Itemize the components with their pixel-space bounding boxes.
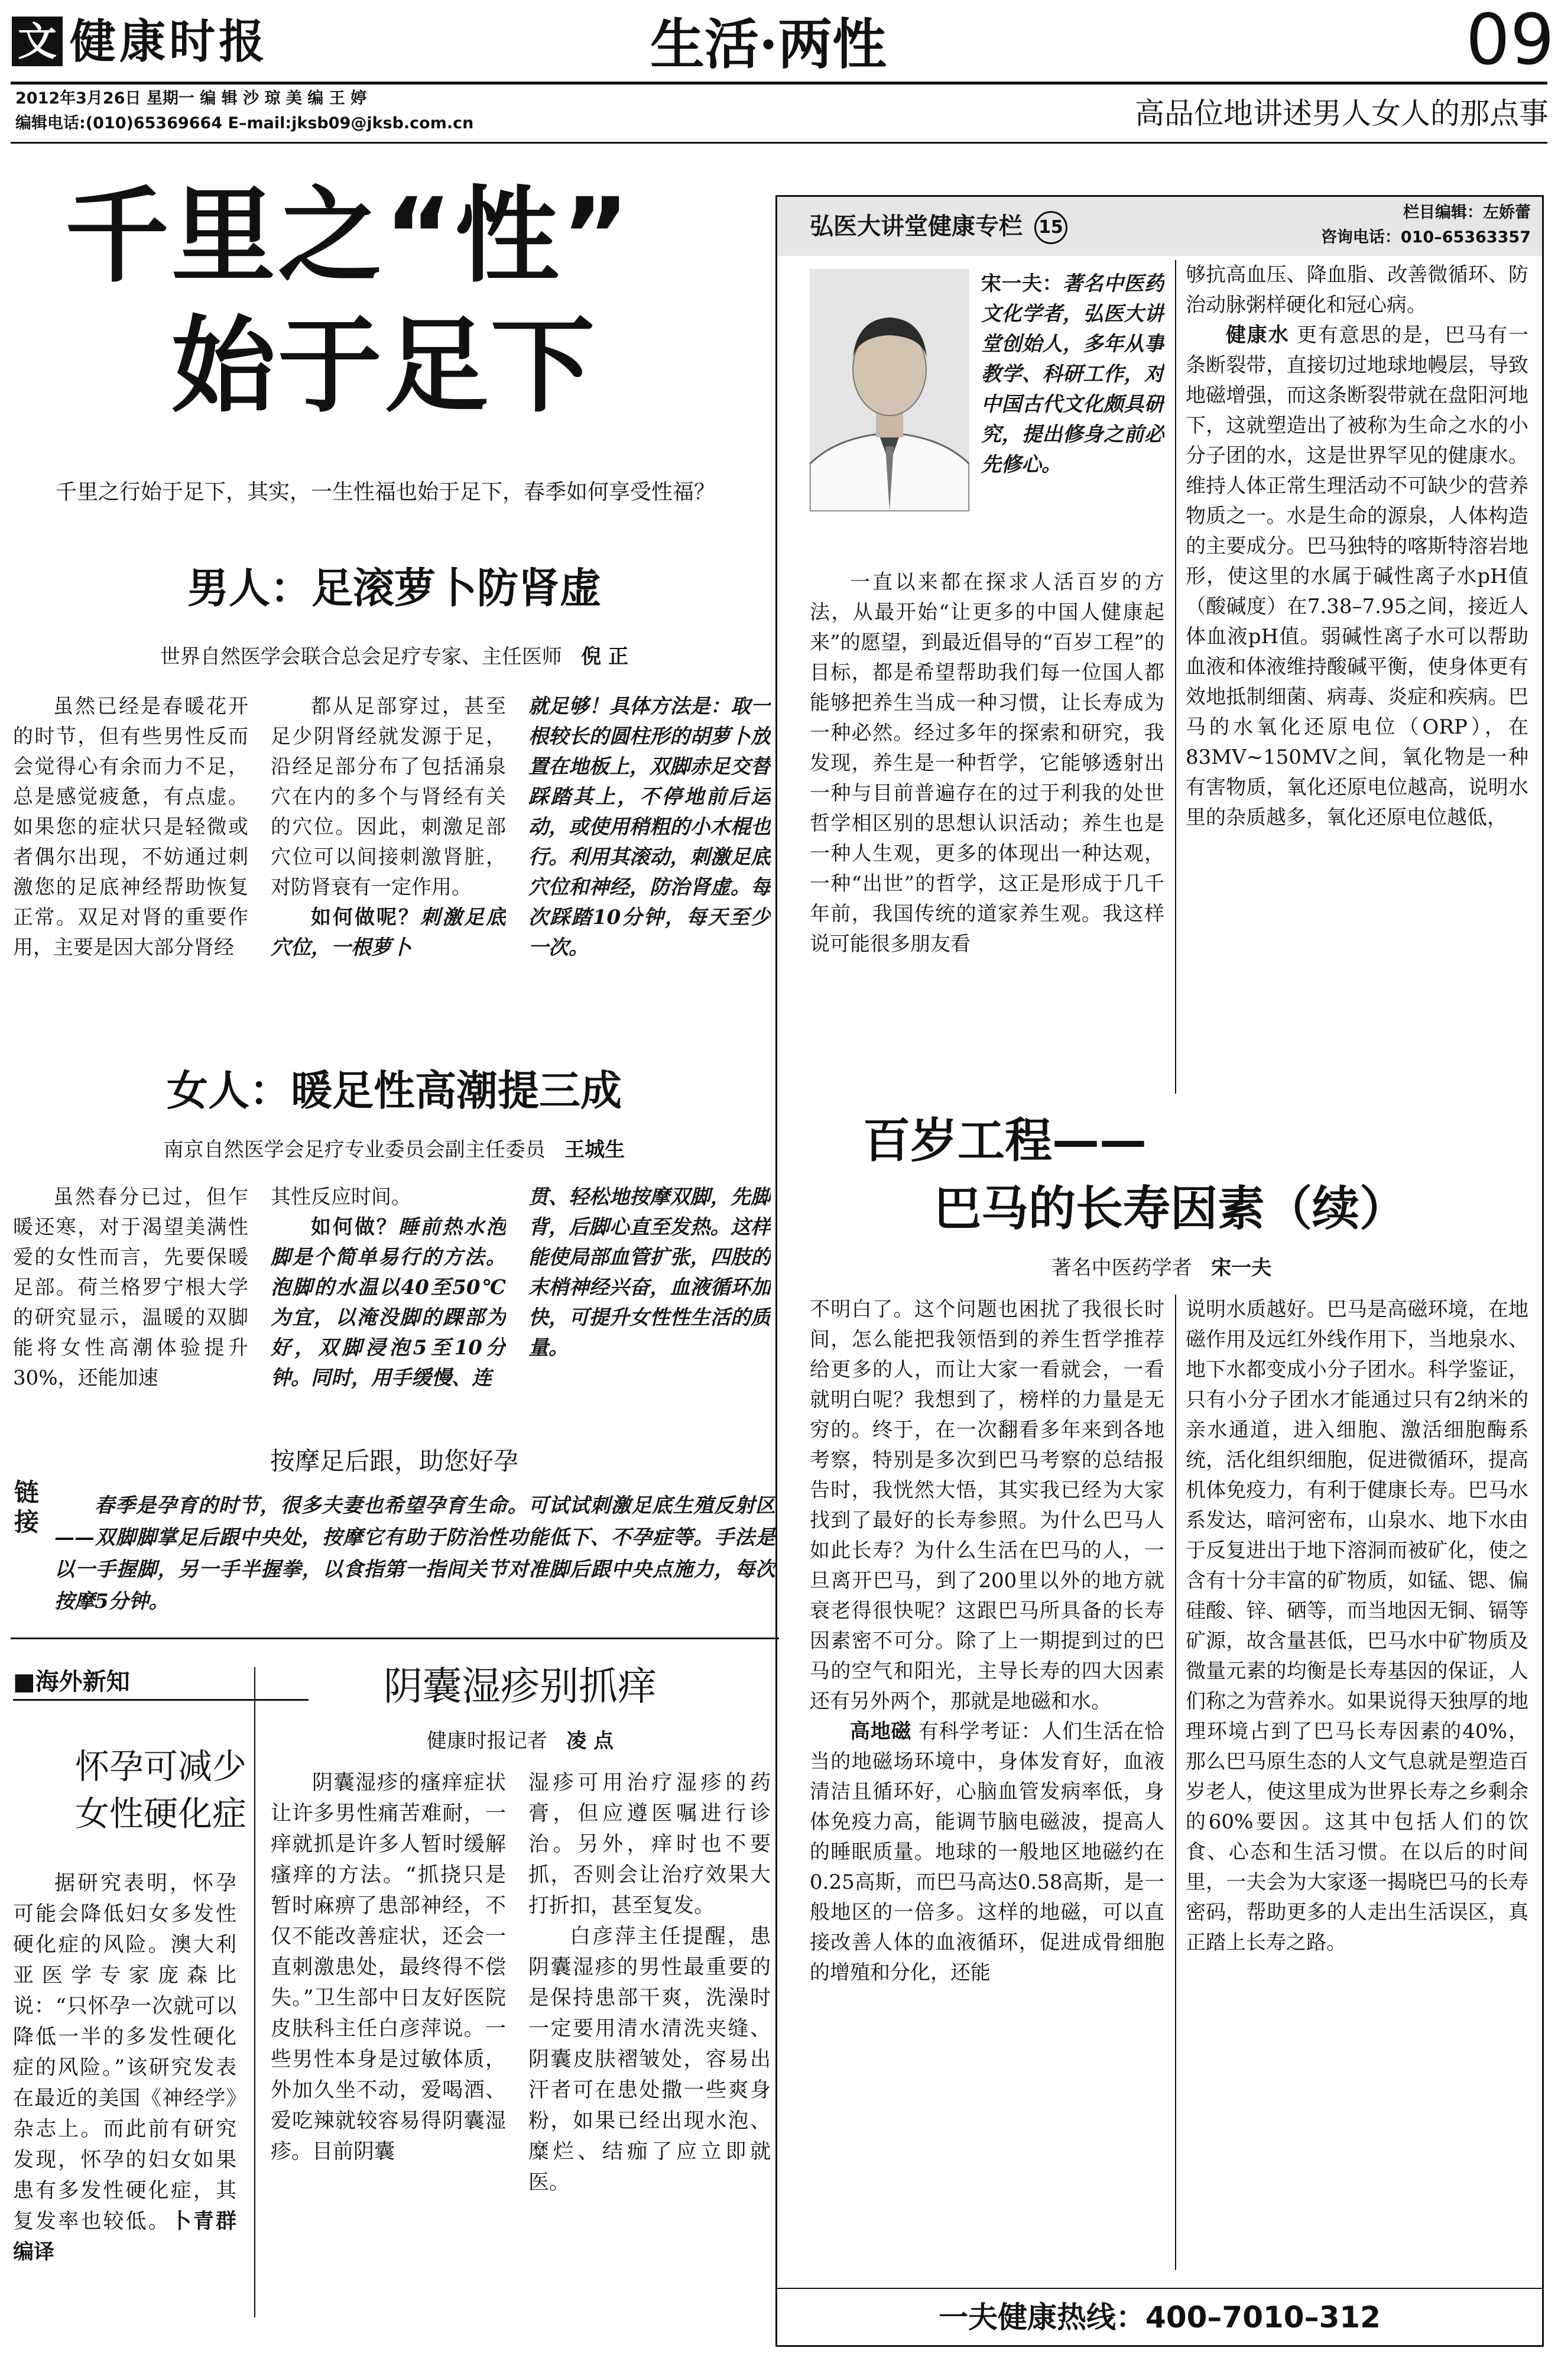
women-byline: 南京自然医学会足疗专业委员会副主任委员 bbox=[163, 1138, 546, 1162]
column-bottom-col1: 不明白了。这个问题也困扰了我很长时间，怎么能把我领悟到的养生哲学推荐给更多的人，而让大家一看就会，一看就明白呢？我想到了，榜样的力量是无穷的。终于，在一次翻看多年来到各地考察，特别是多次到巴马考察的总结报告时，我恍然大悟，其实我已经为大家找到了最好的长寿参照。为什么巴马人如此长寿？为什么生活在巴马的人，一旦离开巴马，到了200里以外的地方就衰老得很快呢？这跟巴马所具备的长寿因素密不可分。除了上一期提到过的巴马的空气和阳光，主导长寿的四大因素还有另外两个，那就是地磁和水。 高地磁 有科学考证：人们生活在恰当的地磁场环境中，身体发育好，血液清洁且循环好，心脑血管发病率低，身体免疫力高，能调节脑电磁波，提高人的睡眠质量。地球的一般地区地磁约在0.25高斯，而巴马高达0.58高斯，是一般地区的一倍多。这样的地磁，可以直接改善人体的血液循环，促进成骨细胞的增殖和分化，还能 bbox=[810, 1298, 1164, 1985]
masthead-rule bbox=[11, 82, 1547, 85]
women-howto-text: 睡前热水泡脚是个简单易行的方法。泡脚的水温以40至50℃为宜，以淹没脚的踝部为好，双脚浸泡5至10分钟。同时，用手缓慢、连 bbox=[271, 1215, 506, 1390]
eczema-byline-wrap bbox=[266, 1726, 774, 1756]
column-bottom-col2: 说明水质越好。巴马是高磁环境，在地磁作用及远红外线作用下，当地泉水、地下水都变成小分子团水。科学鉴证，只有小分子团水才能通过只有2纳米的亲水通道，进入细胞、激活细胞酶系统，活化组织细胞，促进微循环，提高机体免疫力，有利于健康长寿。巴马水系发达，暗河密布，山泉水、地下水由于反复进出于地下溶洞而被矿化，使之含有十分丰富的矿物质，如锰、锶、偏硅酸、锌、硒等，而当地因无铜、镉等矿源，故含量甚低，巴马水中矿物质及微量元素的均衡是长寿基因的保证，人们称之为营养水。如果说得天独厚的地理环境占到了巴马长寿因素的40%，那么巴马原生态的人文气息就是塑造百岁老人，使这里成为世界长寿之乡剩余的60%要因。这其中包括人们的饮食、心态和生活习惯。在以后的时间里，一夫会为大家逐一揭晓巴马的长寿密码，帮助更多的人走出生活误区，真正踏上长寿之路。 bbox=[1186, 1298, 1528, 1954]
column-editor: 栏目编辑：左娇蕾 bbox=[1403, 203, 1531, 222]
eczema-title: 阴囊湿疹别抓痒 bbox=[384, 1664, 657, 1709]
overseas-section-label: ■海外新知 bbox=[13, 1668, 130, 1695]
column-subauthor: 宋一夫 bbox=[1211, 1256, 1272, 1280]
column-subbyline-wrap bbox=[780, 1253, 1543, 1283]
women-col3: 贯、轻松地按摩双脚，先脚背，后脚心直至发热。这样能使局部血管扩张，四肢的末梢神经兴奋，血液循环加快，可提升女性性生活的质量。 bbox=[528, 1185, 771, 1360]
column-top-col1: 一直以来都在探求人活百岁的方法，从最开始“让更多的中国人健康起来”的愿望，到最近倡导的“百岁工程”的目标，都是希望帮助我们每一位国人都能够把养生当成一种习惯，让长寿成为一种必然。经过多年的探索和研究，我发现，养生是一种哲学，它能够透射出一种与目前普遍存在的过于利我的处世哲学相区别的思想认识活动；养生也是一种人生观，更多的体现出一种达观，一种“出世”的哲学，这正是形成于几千年前，我国传统的道家养生观。我这样说可能很多朋友看 bbox=[810, 570, 1164, 956]
women-title: 女人：暖足性高潮提三成 bbox=[167, 1066, 622, 1115]
author-bio-name: 宋一夫： bbox=[981, 272, 1063, 296]
column-number-badge: 15 bbox=[1034, 211, 1067, 244]
hotline: 一夫健康热线：400–7010–312 bbox=[939, 2300, 1381, 2334]
date-line: 2012年3月26日 星期一 编 辑 沙 琼 美 编 王 婷 bbox=[15, 89, 367, 108]
main-lead: 千里之行始于足下，其实，一生性福也始于足下，春季如何享受性福？ bbox=[56, 480, 716, 504]
column-top-col2: 够抗高血压、降血脂、改善微循环、防治动脉粥样硬化和冠心病。 健康水 更有意思的是，巴马有一条断裂带，直接切过地球地幔层，导致地磁增强，而这条断裂带就在盘阳河地下，这就塑造出了被称为生命之水的小分子团的水，这是世界罕见的健康水。维持人体正常生理活动不可缺少的营养物质之一。水是生命的源泉，人体构造的主要成分。巴马独特的喀斯特溶岩地形，使这里的水属于碱性离子水pH值（酸碱度）在7.38–7.95之间，接近人体血液pH值。弱碱性离子水可以帮助血液和体液维持酸碱平衡，使身体更有效地抵制细菌、病毒、炎症和疾病。巴马的水氧化还原电位（ORP），在83MV~150MV之间，氧化物是一种有害物质，氧化还原电位越高，说明水里的杂质越多，氧化还原电位越低， bbox=[1186, 263, 1528, 829]
women-howto-label: 如何做？ bbox=[311, 1215, 398, 1239]
main-headline-line1: 千里之“性” bbox=[65, 176, 632, 297]
page-number: 09 bbox=[1465, 0, 1554, 80]
section-title: 生活·两性 bbox=[650, 12, 887, 76]
main-headline-line2: 始于足下 bbox=[171, 306, 598, 427]
page-slogan: 高品位地讲述男人女人的那点事 bbox=[1135, 96, 1549, 131]
eczema-byline: 健康时报记者 bbox=[426, 1729, 547, 1753]
column-subbyline: 著名中医药学者 bbox=[1051, 1256, 1192, 1280]
men-author: 倪 正 bbox=[581, 645, 629, 669]
eczema-col2: 湿疹可用治疗湿疹的药膏，但应遵医嘱进行诊治。另外，痒时也不要抓，否则会让治疗效果大打折扣，甚至复发。 白彦萍主任提醒，患阴囊湿疹的男性最重要的是保持患部干爽，洗澡时一定要用清水清洗夹缝、阴囊皮肤褶皱处，容易出汗者可在患处撒一些爽身粉，如果已经出现水泡、糜烂、结痂了应立即就医。 bbox=[528, 1771, 771, 2194]
overseas-divider bbox=[254, 1667, 255, 2317]
men-byline: 世界自然医学会联合总会足疗专家、主任医师 bbox=[160, 645, 562, 669]
magnet-label: 高地磁 bbox=[850, 1720, 912, 1743]
column-subtitle-line2: 巴马的长寿因素（续） bbox=[934, 1181, 1407, 1236]
overseas-credit: 卜青群编译 bbox=[13, 2209, 236, 2264]
eczema-author: 凌 点 bbox=[566, 1729, 614, 1753]
paper-name: 健康时报 bbox=[70, 15, 269, 69]
contact-line: 编辑电话:(010)65369664 E–mail:jksb09@jksb.com.cn bbox=[15, 114, 474, 132]
masthead-logo: 文 bbox=[12, 17, 63, 66]
water-label: 健康水 bbox=[1226, 323, 1290, 347]
link-text: 春季是孕育的时节，很多夫妻也希望孕育生命。可试试刺激足底生殖反射区——双脚脚掌足后跟中央处，按摩它有助于防治性功能低下、不孕症等。手法是以一手握脚，另一手半握拳，以食指第一指间关节对准脚后跟中央点施力，每次按摩5分钟。 bbox=[54, 1494, 775, 1613]
men-col3: 就足够！具体方法是：取一根较长的圆柱形的胡萝卜放置在地板上，双脚赤足交替踩踏其上，不停地前后运动，或使用稍粗的小木棍也行。利用其滚动，刺激足底穴位和神经，防治肾虚。每次踩踏10分钟，每天至少一次。 bbox=[528, 695, 771, 959]
column-name: 弘医大讲堂健康专栏 15 bbox=[810, 210, 1067, 244]
main-story-bottom-rule bbox=[11, 1638, 779, 1639]
overseas-title-line2: 女性硬化症 bbox=[74, 1794, 246, 1834]
overseas-title-line1: 怀孕可减少 bbox=[74, 1746, 246, 1786]
column-divider-bottom bbox=[1175, 1295, 1176, 2270]
author-bio-text: 著名中医药文化学者，弘医大讲堂创始人，多年从事教学、科研工作，对中国古代文化颇具研究，提出修身之前必先修心。 bbox=[981, 272, 1164, 476]
men-howto-text: 刺激足底穴位，一根萝卜 bbox=[271, 906, 506, 959]
men-title: 男人：足滚萝卜防肾虚 bbox=[187, 564, 601, 612]
eczema-col1: 阴囊湿疹的瘙痒症状让许多男性痛苦难耐，一痒就抓是许多人暂时缓解瘙痒的方法。“抓挠只是暂时麻痹了患部神经，不仅不能改善症状，还会一直刺激患处，最终得不偿失。”卫生部中日友好医院皮肤科主任白彦萍说。一些男性本身是过敏体质，外加久坐不动，爱喝酒、爱吃辣就较容易得阴囊湿疹。目前阴囊 bbox=[271, 1771, 506, 2164]
women-author: 王城生 bbox=[564, 1138, 625, 1162]
column-divider-top bbox=[1175, 260, 1176, 1094]
overseas-label-rule bbox=[13, 1699, 309, 1701]
women-byline-wrap bbox=[13, 1135, 775, 1165]
column-subtitle-line1: 百岁工程—— bbox=[863, 1113, 1147, 1168]
link-label: 链接 bbox=[14, 1478, 40, 1536]
men-col2: 都从足部穿过，甚至足少阴肾经就发源于足，沿经足部分布了包括涌泉穴在内的多个与肾经有关的穴位。因此，刺激足部穴位可以间接刺激肾脏，对防肾衰有一定作用。 如何做呢？刺激足底穴位，一根萝卜 bbox=[271, 695, 506, 959]
women-col1: 虽然春分已过，但乍暖还寒，对于渴望美满性爱的女性而言，先要保暖足部。荷兰格罗宁根大学的研究显示，温暖的双脚能将女性高潮体验提升30%，还能加速 bbox=[13, 1185, 248, 1390]
overseas-body: 据研究表明，怀孕可能会降低妇女多发性硬化症的风险。澳大利亚医学专家庞森比说：“只怀孕一次就可以降低一半的多发性硬化症的风险。”该研究发表在最近的美国《神经学》杂志上。而此前有研究发现，怀孕的妇女如果患有多发性硬化症，其复发率也较低。卜青群编译 bbox=[13, 1872, 236, 2264]
women-col2: 其性反应时间。 如何做？睡前热水泡脚是个简单易行的方法。泡脚的水温以40至50℃为宜，以淹没脚的踝部为好，双脚浸泡5至10分钟。同时，用手缓慢、连 bbox=[271, 1185, 506, 1390]
men-howto-label: 如何做呢？ bbox=[311, 906, 420, 929]
hotline-rule bbox=[777, 2288, 1542, 2289]
link-heading: 按摩足后跟，助您好孕 bbox=[270, 1447, 518, 1476]
author-bio bbox=[810, 269, 1164, 547]
masthead-bottom-rule bbox=[11, 142, 1547, 144]
men-byline-wrap bbox=[13, 642, 775, 672]
men-col1: 虽然已经是春暖花开的时节，但有些男性反而会觉得心有余而力不足，总是感觉疲惫，有点虚。如果您的症状只是轻微或者偶尔出现，不妨通过刺激您的足底神经帮助恢复正常。双足对肾的重要作用，主要是因大部分肾经 bbox=[13, 695, 248, 959]
column-phone: 咨询电话：010–65363357 bbox=[1320, 228, 1531, 247]
